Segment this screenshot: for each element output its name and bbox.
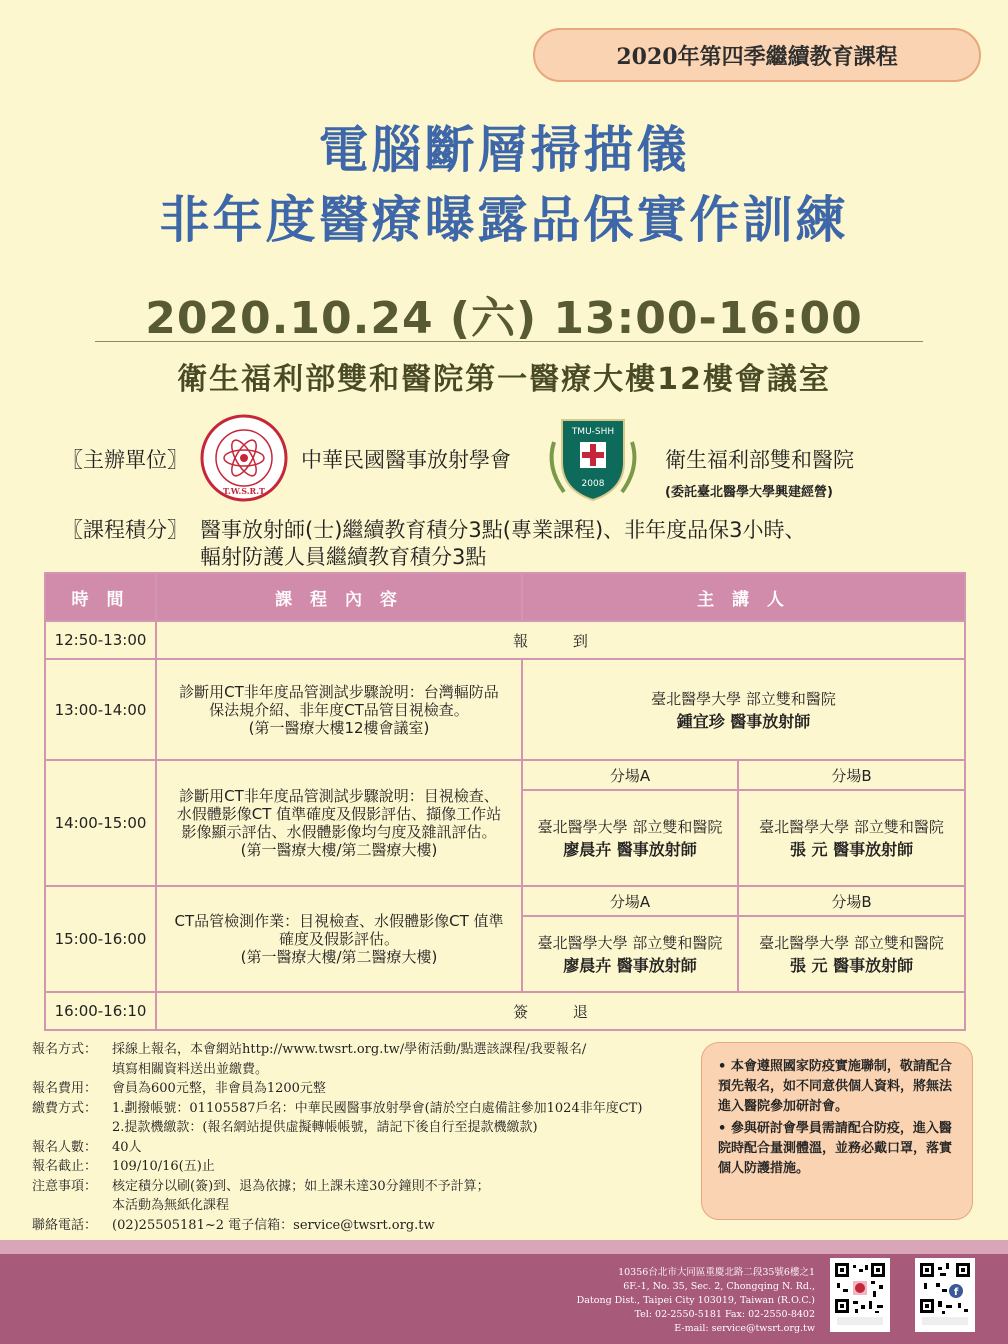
payment-2: 2.提款機繳款：(報名網站提供虛擬轉帳帳號，請記下後自行至提款機繳款)	[112, 1120, 538, 1135]
organizer-2: 衛生福利部雙和醫院	[665, 448, 854, 472]
row-content: 診斷用CT非年度品管測試步驟說明：台灣輻防品 保法規介紹、非年度CT品管目視檢查。 (第一醫療大樓12樓會議室)	[156, 659, 522, 760]
registration-method: 採線上報名，本會網站http://www.twsrt.org.tw/學術活動/點選該課程/我要報名/	[112, 1042, 587, 1057]
session-a-speaker: 臺北醫學大學 部立雙和醫院 廖晨卉 醫事放射師	[522, 790, 738, 886]
row-time: 14:00-15:00	[45, 760, 156, 886]
header-content: 課 程 內 容	[156, 573, 522, 621]
table-row	[45, 886, 965, 916]
row-content: 簽 退	[156, 992, 965, 1030]
divider	[95, 341, 923, 342]
notice-item-2: • 參與研討會學員需請配合防疫，進入醫院時配合量測體溫，並務必戴口罩，落實個人防護措施。	[718, 1121, 953, 1176]
row-time: 16:00-16:10	[45, 992, 156, 1030]
payment-1: 1.劃撥帳號：01105587戶名：中華民國醫事放射學會(請於空白處備註參加1024非年度CT)	[112, 1100, 643, 1116]
title-line-2: 非年度醫療曝露品保實作訓練	[159, 191, 849, 249]
row-time: 12:50-13:00	[45, 621, 156, 659]
row-time: 15:00-16:00	[45, 886, 156, 992]
credit-line-1: 醫事放射師(士)繼續教育積分3點(專業課程)、非年度品保3小時、	[200, 518, 806, 542]
table-header-row	[45, 573, 965, 621]
session-b-label: 分場B	[738, 886, 965, 916]
footer-address: 10356台北市大同區重慶北路二段35號6樓之1 6F.-1, No. 35, Sec. 2, Chongqing N. Rd., Datong Dist., Taipei City 103019, Taiwan (R.O.C.) Tel: 02-2550-5181 Fax: 02-2550-8402 E-mail: service@twsrt.org.tw	[576, 1267, 815, 1334]
row-time: 13:00-14:00	[45, 659, 156, 760]
title-line-1: 電腦斷層掃描儀	[318, 121, 690, 179]
twsrt-logo	[200, 414, 288, 502]
row-content: 診斷用CT非年度品管測試步驟說明：目視檢查、 水假體影像CT 值準確度及假影評估、擷像工作站 影像顯示評估、水假體影像均勻度及雜訊評估。 (第一醫療大樓/第二醫療大樓)	[156, 760, 522, 886]
session-b-speaker: 臺北醫學大學 部立雙和醫院 張 元 醫事放射師	[738, 790, 965, 886]
event-datetime: 2020.10.24 (六) 13:00-16:00	[145, 293, 863, 344]
tmu-shh-logo	[540, 412, 646, 506]
session-b-label: 分場B	[738, 760, 965, 790]
table-row	[45, 659, 965, 760]
credit-line-2: 輻射防護人員繼續教育積分3點	[200, 545, 487, 569]
table-row	[45, 621, 965, 659]
footer-band	[0, 1240, 1008, 1254]
registration-info: 報名方式： 採線上報名，本會網站http://www.twsrt.org.tw/學術活動/點選該課程/我要報名/ 填寫相關資料送出並繳費。 報名費用： 會員為600元整，非會員為1200元整 繳費方式： 1.劃撥帳號：01105587戶名：中華民國醫事放射學會(請於空白處備註參加1024非年度CT) 2.提款機繳款：(報名網站提供虛擬轉帳帳號，請記下後自行至提款機繳款) 報名人數： 40人 報名截止： 109/10/16(五)止 注意事項： 核定積分以刷(簽)到、退為依據；如上課未達30分鐘則不予計算； 本活動為無紙化課程 聯絡電話： (02)25505181~2 電子信箱：service@twsrt.org.tw	[32, 1040, 642, 1235]
covid-notice	[701, 1042, 973, 1220]
credit-label: 〖課程積分〗	[62, 518, 188, 542]
header-time: 時 間	[45, 573, 156, 621]
event-venue: 衛生福利部雙和醫院第一醫療大樓12樓會議室	[177, 362, 831, 397]
qr-code-facebook[interactable]	[915, 1258, 975, 1332]
header-speaker: 主 講 人	[522, 573, 965, 621]
table-row	[45, 760, 965, 790]
svg-text:2008: 2008	[581, 479, 605, 489]
notes-2: 本活動為無紙化課程	[112, 1198, 230, 1213]
registration-deadline: 109/10/16(五)止	[112, 1159, 215, 1174]
notes-1: 核定積分以刷(簽)到、退為依據；如上課未達30分鐘則不予計算；	[112, 1178, 490, 1194]
row-speaker: 臺北醫學大學 部立雙和醫院 鍾宜珍 醫事放射師	[522, 659, 965, 760]
session-a-speaker: 臺北醫學大學 部立雙和醫院 廖晨卉 醫事放射師	[522, 916, 738, 992]
contact: (02)25505181~2 電子信箱：service@twsrt.org.tw	[112, 1217, 435, 1233]
row-content: CT品管檢測作業：目視檢查、水假體影像CT 值準 確度及假影評估。 (第一醫療大樓/第二醫療大樓)	[156, 886, 522, 992]
season-badge: 2020年第四季繼續教育課程	[533, 28, 981, 82]
registration-count: 40人	[112, 1139, 142, 1155]
session-a-label: 分場A	[522, 760, 738, 790]
schedule-table	[44, 572, 966, 1031]
notice-item-1: • 本會遵照國家防疫實施聯制，敬請配合預先報名，如不同意供個人資料，將無法進入醫院參加研討會。	[718, 1059, 953, 1114]
registration-fee: 會員為600元整，非會員為1200元整	[112, 1081, 326, 1096]
session-b-speaker: 臺北醫學大學 部立雙和醫院 張 元 醫事放射師	[738, 916, 965, 992]
session-a-label: 分場A	[522, 886, 738, 916]
svg-text:f: f	[953, 1287, 959, 1298]
svg-text:T.W.S.R.T: T.W.S.R.T	[223, 486, 265, 496]
organizer-2-note: (委託臺北醫學大學興建經營)	[665, 485, 833, 500]
qr-code-website[interactable]	[830, 1258, 890, 1332]
organizer-1: 中華民國醫事放射學會	[301, 448, 511, 472]
svg-text:TMU-SHH: TMU-SHH	[571, 427, 615, 437]
organizer-label: 〖主辦單位〗	[62, 448, 188, 472]
row-content: 報 到	[156, 621, 965, 659]
table-row	[45, 992, 965, 1030]
